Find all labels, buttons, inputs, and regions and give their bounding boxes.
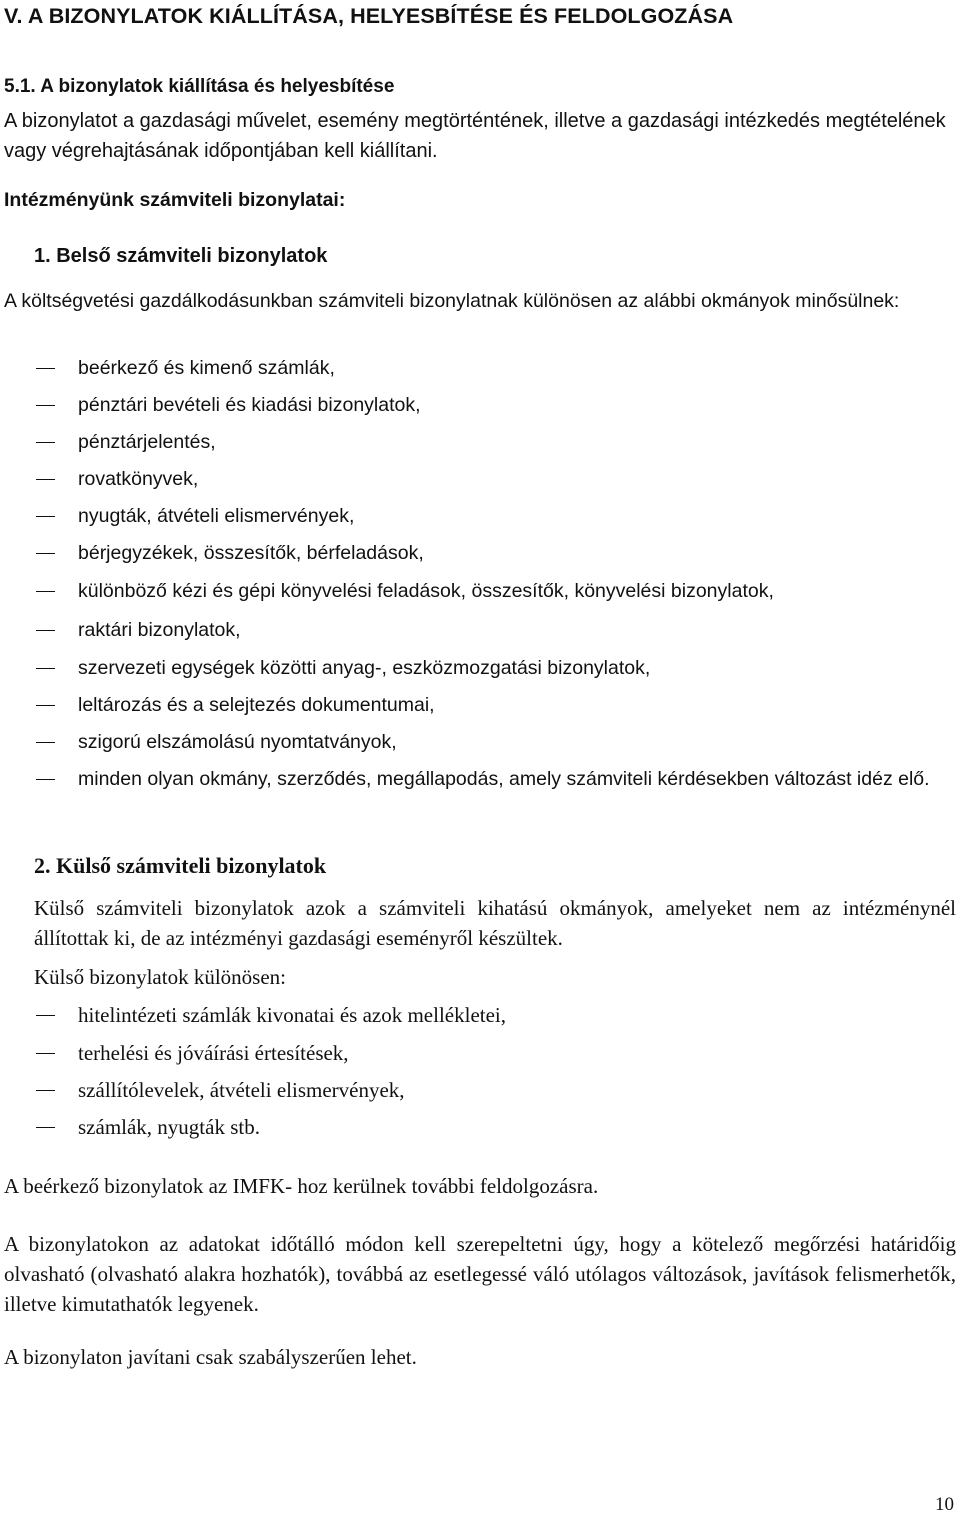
- external-documents-heading: 2. Külső számviteli bizonylatok: [34, 853, 327, 878]
- list-item: pénztári bevételi és kiadási bizonylatok,: [0, 390, 958, 427]
- dash-bullet-icon: [36, 630, 55, 631]
- page-number: 10: [935, 1494, 954, 1515]
- dash-bullet-icon: [36, 405, 55, 406]
- dash-bullet-icon: [36, 1090, 55, 1091]
- dash-bullet-icon: [36, 1127, 55, 1128]
- list-item: terhelési és jóváírási értesítések,: [0, 1038, 958, 1075]
- external-list-intro: Külső bizonylatok különösen:: [34, 965, 286, 989]
- list-item: leltározás és a selejtezés dokumentumai,: [0, 690, 958, 727]
- dash-bullet-icon: [36, 368, 55, 369]
- dash-bullet-icon: [36, 516, 55, 517]
- dash-bullet-icon: [36, 705, 55, 706]
- documents-heading: Intézményünk számviteli bizonylatai:: [4, 189, 346, 211]
- dash-bullet-icon: [36, 553, 55, 554]
- recording-paragraph: A bizonylatokon az adatokat időtálló módon kell szerepeltetni úgy, hogy a kötelező megőrzési határidőig olvasható (olvasható alakra hozhatók), továbbá az esetlegessé váló utólagos változások, javítások felismerhetők, illetve kimutathatók legyenek.: [4, 1232, 956, 1316]
- internal-documents-paragraph: A költségvetési gazdálkodásunkban számviteli bizonylatnak különösen az alábbi okmányok minősülnek:: [4, 290, 900, 312]
- dash-bullet-icon: [36, 591, 55, 592]
- internal-documents-list: [0, 353, 960, 794]
- list-item: rovatkönyvek,: [0, 464, 958, 501]
- processing-paragraph: A beérkező bizonylatok az IMFK- hoz kerülnek további feldolgozásra.: [4, 1174, 599, 1198]
- list-item: szállítólevelek, átvételi elismervények,: [0, 1075, 958, 1112]
- list-item: minden olyan okmány, szerződés, megállapodás, amely számviteli kérdésekben változást idéz elő.: [0, 764, 958, 794]
- internal-documents-heading: 1. Belső számviteli bizonylatok: [34, 245, 328, 267]
- external-documents-list: [0, 1000, 960, 1142]
- list-item: pénztárjelentés,: [0, 427, 958, 464]
- correction-paragraph: A bizonylaton javítani csak szabályszerűen lehet.: [4, 1345, 417, 1369]
- list-item: nyugták, átvételi elismervények,: [0, 501, 958, 538]
- intro-paragraph: A bizonylatot a gazdasági művelet, esemény megtörténtének, illetve a gazdasági intézkedés megtételének vagy végrehajtásának időpontjában kell kiállítani.: [4, 110, 946, 162]
- list-item: bérjegyzékek, összesítők, bérfeladások,: [0, 538, 958, 576]
- list-item: raktári bizonylatok,: [0, 615, 958, 653]
- dash-bullet-icon: [36, 479, 55, 480]
- section-title: 5.1. A bizonylatok kiállítása és helyesbítése: [4, 76, 395, 97]
- chapter-title: V. A BIZONYLATOK KIÁLLÍTÁSA, HELYESBÍTÉSE ÉS FELDOLGOZÁSA: [4, 4, 734, 28]
- dash-bullet-icon: [36, 442, 55, 443]
- list-item: különböző kézi és gépi könyvelési feladások, összesítők, könyvelési bizonylatok,: [0, 576, 958, 615]
- dash-bullet-icon: [36, 1015, 55, 1016]
- list-item: szervezeti egységek közötti anyag-, eszközmozgatási bizonylatok,: [0, 653, 958, 690]
- dash-bullet-icon: [36, 1053, 55, 1054]
- dash-bullet-icon: [36, 779, 55, 780]
- dash-bullet-icon: [36, 668, 55, 669]
- list-item: beérkező és kimenő számlák,: [0, 353, 958, 390]
- list-item: számlák, nyugták stb.: [0, 1112, 958, 1142]
- external-documents-paragraph: Külső számviteli bizonylatok azok a számviteli kihatású okmányok, amelyeket nem az intézménynél állítottak ki, de az intézményi gazdasági eseményről készültek.: [34, 896, 956, 950]
- list-item: hitelintézeti számlák kivonatai és azok mellékletei,: [0, 1000, 958, 1038]
- dash-bullet-icon: [36, 742, 55, 743]
- list-item: szigorú elszámolású nyomtatványok,: [0, 727, 958, 764]
